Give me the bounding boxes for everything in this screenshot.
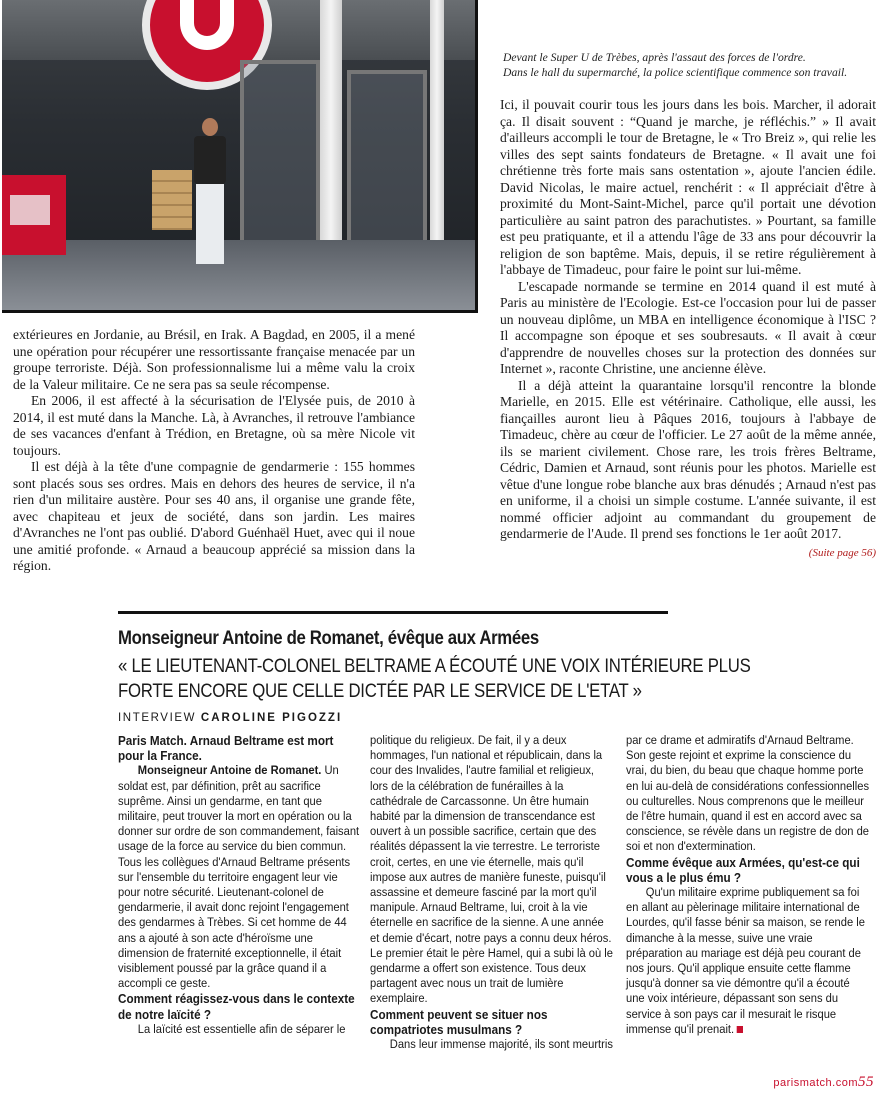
paragraph: L'escapade normande se termine en 2014 quand il est muté à Paris au ministère de l'Ecologie. Est-ce l'occasion pour lui de passer un nouveau diplôme, un MBA en intelligence économique à l'ISC ? Il accompagne son époque et ses soubresauts. « Il avait à cœur d'apprendre de nouvelles choses sur la protection des données sur Internet », raconte Christine, une ancienne élève. [500,278,876,376]
interview-column-3 [626,733,871,1037]
footer-site[interactable]: parismatch.com [773,1077,858,1089]
interview-column-1 [118,733,361,1037]
interview-headline-quote: « LE LIEUTENANT-COLONEL BELTRAME A ÉCOUTÉ UNE VOIX INTÉRIEURE PLUS FORTE ENCORE QUE CELLE DICTÉE PAR LE SERVICE DE L'ETAT » [118,655,751,702]
photo-caption [503,50,873,80]
section-divider [118,611,668,614]
paragraph [500,377,876,559]
paragraph: En 2006, il est affecté à la sécurisation de l'Elysée puis, de 2010 à 2014, il est muté dans la Manche. Là, à Avranches, il retrouve l'ambiance de ses vacances d'enfant à Trédion, en Bretagne, où sa mère Nicole vit toujours. [13,393,415,458]
photo-floor [2,240,475,310]
answer-speaker: Monseigneur Antoine de Romanet. [137,763,322,778]
photo-red-sign [2,175,66,255]
caption-line-2: Dans le hall du supermarché, la police scientifique commence son travail. [503,66,848,79]
paragraph: Il est déjà à la tête d'une compagnie de gendarmerie : 155 hommes sont placés sous ses ordres. Mais en dehors des heures de service, il n'a rien d'un militaire austère. Pour ses 40 ans, il organise une grande fête, avec chapiteau et jeux de société, dans son jardin. Les maires d'Avranches ne l'ont pas oublié. D'abord Guénhaël Huet, avec qui il noue une amitié profonde. « Arnaud a beaucoup apprécié sa mission dans la région. [13,459,415,573]
interview-answer [118,763,361,991]
page-number: 55 [858,1074,874,1090]
photo-boxes [152,170,192,230]
interview-title: Monseigneur Antoine de Romanet, évêque aux Armées [118,627,539,649]
photo-door [240,60,320,260]
answer-text: Un soldat est, par définition, prêt au sacrifice suprême. Ainsi un gendarme, en tant que militaire, peut trouver la mort en opération ou la donner sur ordre de son commandement, faisant usage de la force au service du bien commun. Tous les collègues d'Arnaud Beltrame présents sur l'ensemble du territoire engagent leur vie pour notre sécurité. Lieutenant-colonel de gendarmerie, il avait donc rejoint l'engagement des gendarmes à Trèbes. Si cet homme de 44 ans a ajouté à son acte d'héroïsme une dimension de fraternité exceptionnelle, il était visiblement poussé par la grâce quand il a accompli ce geste. [118,763,360,991]
supermarket-photo [2,0,478,313]
article-column-right [500,97,876,561]
interview-answer: politique du religieux. De fait, il y a deux hommages, l'un national et républicain, dans la cour des Invalides, l'autre familial et religieux, lors de la célébration de funérailles à la cathédrale de Carcassonne. Un être humain habité par la dimension de transcendance est ouvert à un possible sacrifice, certain que des réalités dépassent la vie terrestre. Le terroriste croit, certes, en une vie éternelle, mais qu'il impose aux autres de manière funeste, puisqu'il assassine et demeure fasciné par la mort qu'il manipule. Arnaud Beltrame, lui, croit à la vie éternelle en sacrifice de la sienne. A une année et demie d'écart, notre pays a connu deux héros. Le premier était le père Hamel, qui a subi là où le gendarme a offert son existence. Tous deux partagent avec nous un trait de lumière exemplaire. [370,733,613,1006]
interview-column-2 [370,733,615,1052]
paragraph-text: Il a déjà atteint la quarantaine lorsqu'il rencontre la blonde Marielle, en 2015. Elle est vétérinaire. Catholique, elle aussi, les fiançailles auront lieu à Pâques 2016, toujours à l'abbaye de Timadeuc, chère au cœur de l'officier. Le 27 août de la même année, ils se marient civilement. Chose rare, les trois frères Beltrame, Cédric, Damien et Arnaud, sont réunis pour les photos. Marielle est vêtue d'une longue robe blanche aux bras dénudés ; Arnaud n'est pas en uniforme, il a choisi un simple costume. L'année suivante, il est nommé officier adjoint au commandant du groupement de gendarmerie de l'Aude. Il prend ses fonctions le 1er août 2017. [500,377,876,541]
answer-text: Qu'un militaire exprime publiquement sa foi en allant au pèlerinage militaire international de Lourdes, qu'il fasse bénir sa maison, se rende le dimanche à la messe, suive une vraie préparation au mariage est déjà peu courant de nos jours. Qu'il applique ensuite cette flamme jusqu'à donner sa vie démontre qu'il a écouté une voix intérieure, dépassant son sens du service à son pays car il mesurait le risque immense qu'il prenait. [626,885,865,1036]
article-column-left [13,327,415,575]
interview-question: Comme évêque aux Armées, qu'est-ce qui vous a le plus ému ? [626,854,860,885]
byline-author: CAROLINE PIGOZZI [200,712,343,724]
photo-forensic-officer [192,118,228,268]
byline-label: INTERVIEW [118,712,197,724]
paragraph: Ici, il pouvait courir tous les jours dans les bois. Marcher, il adorait ça. Il disait souvent : “Quand je marche, je réfléchis.” » Il avait d'ailleurs accompli le tour de Bretagne, le « Tro Breiz », qui relie les villes des sept saints fondateurs de Bretagne. « Il avait une foi chrétienne très forte mais sans ostentation », ajoute l'ancien édile. David Nicolas, le maire actuel, renchérit : « Il appréciait d'être à proximité du Mont-Saint-Michel, parce qu'il portait une dévotion particulière au saint patron des parachutistes. » Pourtant, sa famille est peu pratiquante, et il a attendu l'âge de 33 ans pour découvrir la religion de son baptême. Mais, depuis, il se retire régulièrement à l'abbaye de Timadeuc, pour faire le point sur lui-même. [500,97,876,277]
interview-answer: Dans leur immense majorité, ils sont meurtris [389,1037,613,1052]
interview-answer [626,885,871,1037]
interview-question: Paris Match. Arnaud Beltrame est mort pour la France. [118,733,334,764]
continued-link[interactable]: (Suite page 56) [808,546,876,559]
caption-line-1: Devant le Super U de Trèbes, après l'assaut des forces de l'ordre. [503,51,806,64]
page-footer [773,1074,874,1091]
interview-question: Comment réagissez-vous dans le contexte de notre laïcité ? [118,991,355,1022]
interview-question: Comment peuvent se situer nos compatriotes musulmans ? [370,1006,548,1037]
interview-byline [118,712,342,724]
end-mark-icon [737,1026,743,1033]
interview-answer: La laïcité est essentielle afin de séparer le [137,1021,346,1036]
paragraph: extérieures en Jordanie, au Brésil, en Irak. A Bagdad, en 2005, il a mené une opération pour récupérer une ressortissante française menacée par un groupe terroriste. Déjà. Son professionnalisme lui a même valu la croix de la Valeur militaire. Ce ne sera pas sa seule récompense. [13,327,415,392]
interview-answer: par ce drame et admiratifs d'Arnaud Beltrame. Son geste rejoint et exprime la conscience du vrai, du bien, du beau que chaque homme porte en lui au-delà de considérations confessionnelles ou culturelles. Nous comprenons que le meilleur de l'être humain, quand il est en accord avec sa conscience, se révèle dans un registre de don de soi et non d'extermination. [626,733,870,854]
